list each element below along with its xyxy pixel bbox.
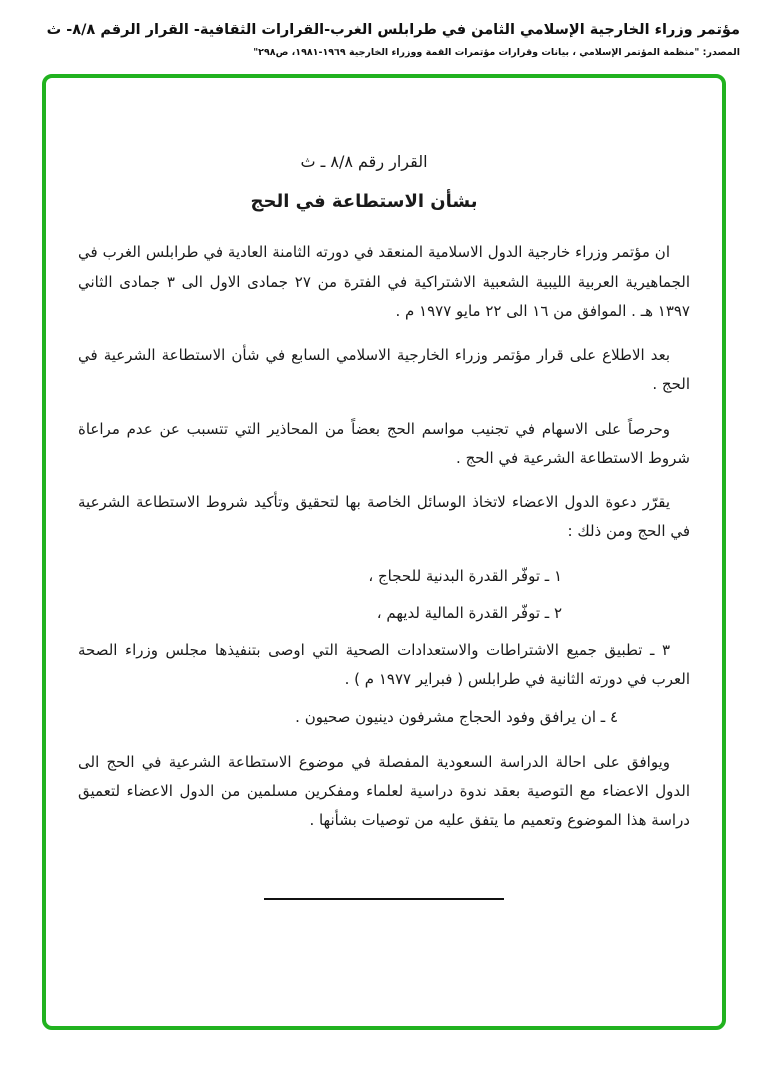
paragraph-closing: ويوافق على احالة الدراسة السعودية المفصلة في موضوع الاستطاعة الشرعية في الحج الى الدول الاعضاء مع التوصية بعقد ندوة دراسية لعلماء ومفكرين مسلمين من الدول الاعضاء لتعميق دراسة هذا الموضوع وتعميم ما يتفق عليه من توصيات بشأنها . (78, 752, 690, 830)
list-item-health-requirements: ٣ ـ تطبيق جميع الاشتراطات والاستعدادات الصحية التي اوصى بتنفيذها مجلس وزراء الصحة العرب في دورته الثانية في طرابلس ( فبراير ١٩٧٧ م ) . (78, 641, 690, 689)
header-source-line: المصدر: "منظمة المؤتمر الإسلامي ، بيانات وقرارات مؤتمرات القمة ووزراء الخارجية ١٩٦٩-١٩٨١، ص٢٩٨" (253, 47, 740, 59)
conditions-list (78, 562, 690, 732)
resolution-frame (42, 74, 726, 1030)
paragraph-preamble: ان مؤتمر وزراء خارجية الدول الاسلامية المنعقد في دورته الثامنة العادية في طرابلس الغرب في الجماهيرية العربية الليبية الشعبية الاشتراكية في الفترة من ٢٧ جمادى الاول الى ٣ جمادى الثاني ١٣٩٧ هـ . الموافق من ١٦ الى ٢٢ مايو ١٩٧٧ م . (78, 243, 690, 320)
header-title: مؤتمر وزراء الخارجية الإسلامي الثامن في طرابلس الغرب-القرارات الثقافية- القرار الرقم ٨/٨- ث (46, 22, 740, 38)
end-divider (264, 898, 504, 900)
list-item-supervisors: ٤ ـ ان يرافق وفود الحجاج مشرفون دينيون صحيون . (295, 707, 618, 726)
paragraph-review: بعد الاطلاع على قرار مؤتمر وزراء الخارجية الاسلامي السابع في شأن الاستطاعة الشرعية في الحج . (78, 346, 690, 394)
page-header (0, 0, 768, 58)
resolution-number-title: القرار رقم ٨/٨ ـ ث (300, 152, 428, 172)
resolution-subject: بشأن الاستطاعة في الحج (250, 191, 478, 213)
paragraph-concern: وحرصاً على الاسهام في تجنيب مواسم الحج بعضاً من المحاذير التي تتسبب عن عدم مراعاة شروط الاستطاعة الشرعية في الحج . (78, 419, 690, 467)
paragraph-decision: يقرّر دعوة الدول الاعضاء لاتخاذ الوسائل الخاصة بها لتحقيق وتأكيد شروط الاستطاعة الشرعية في الحج ومن ذلك : (78, 493, 690, 541)
list-item-physical-ability: ١ ـ توفّر القدرة البدنية للحجاج ، (368, 566, 562, 585)
list-item-financial-ability: ٢ ـ توفّر القدرة المالية لديهم ، (376, 603, 562, 622)
